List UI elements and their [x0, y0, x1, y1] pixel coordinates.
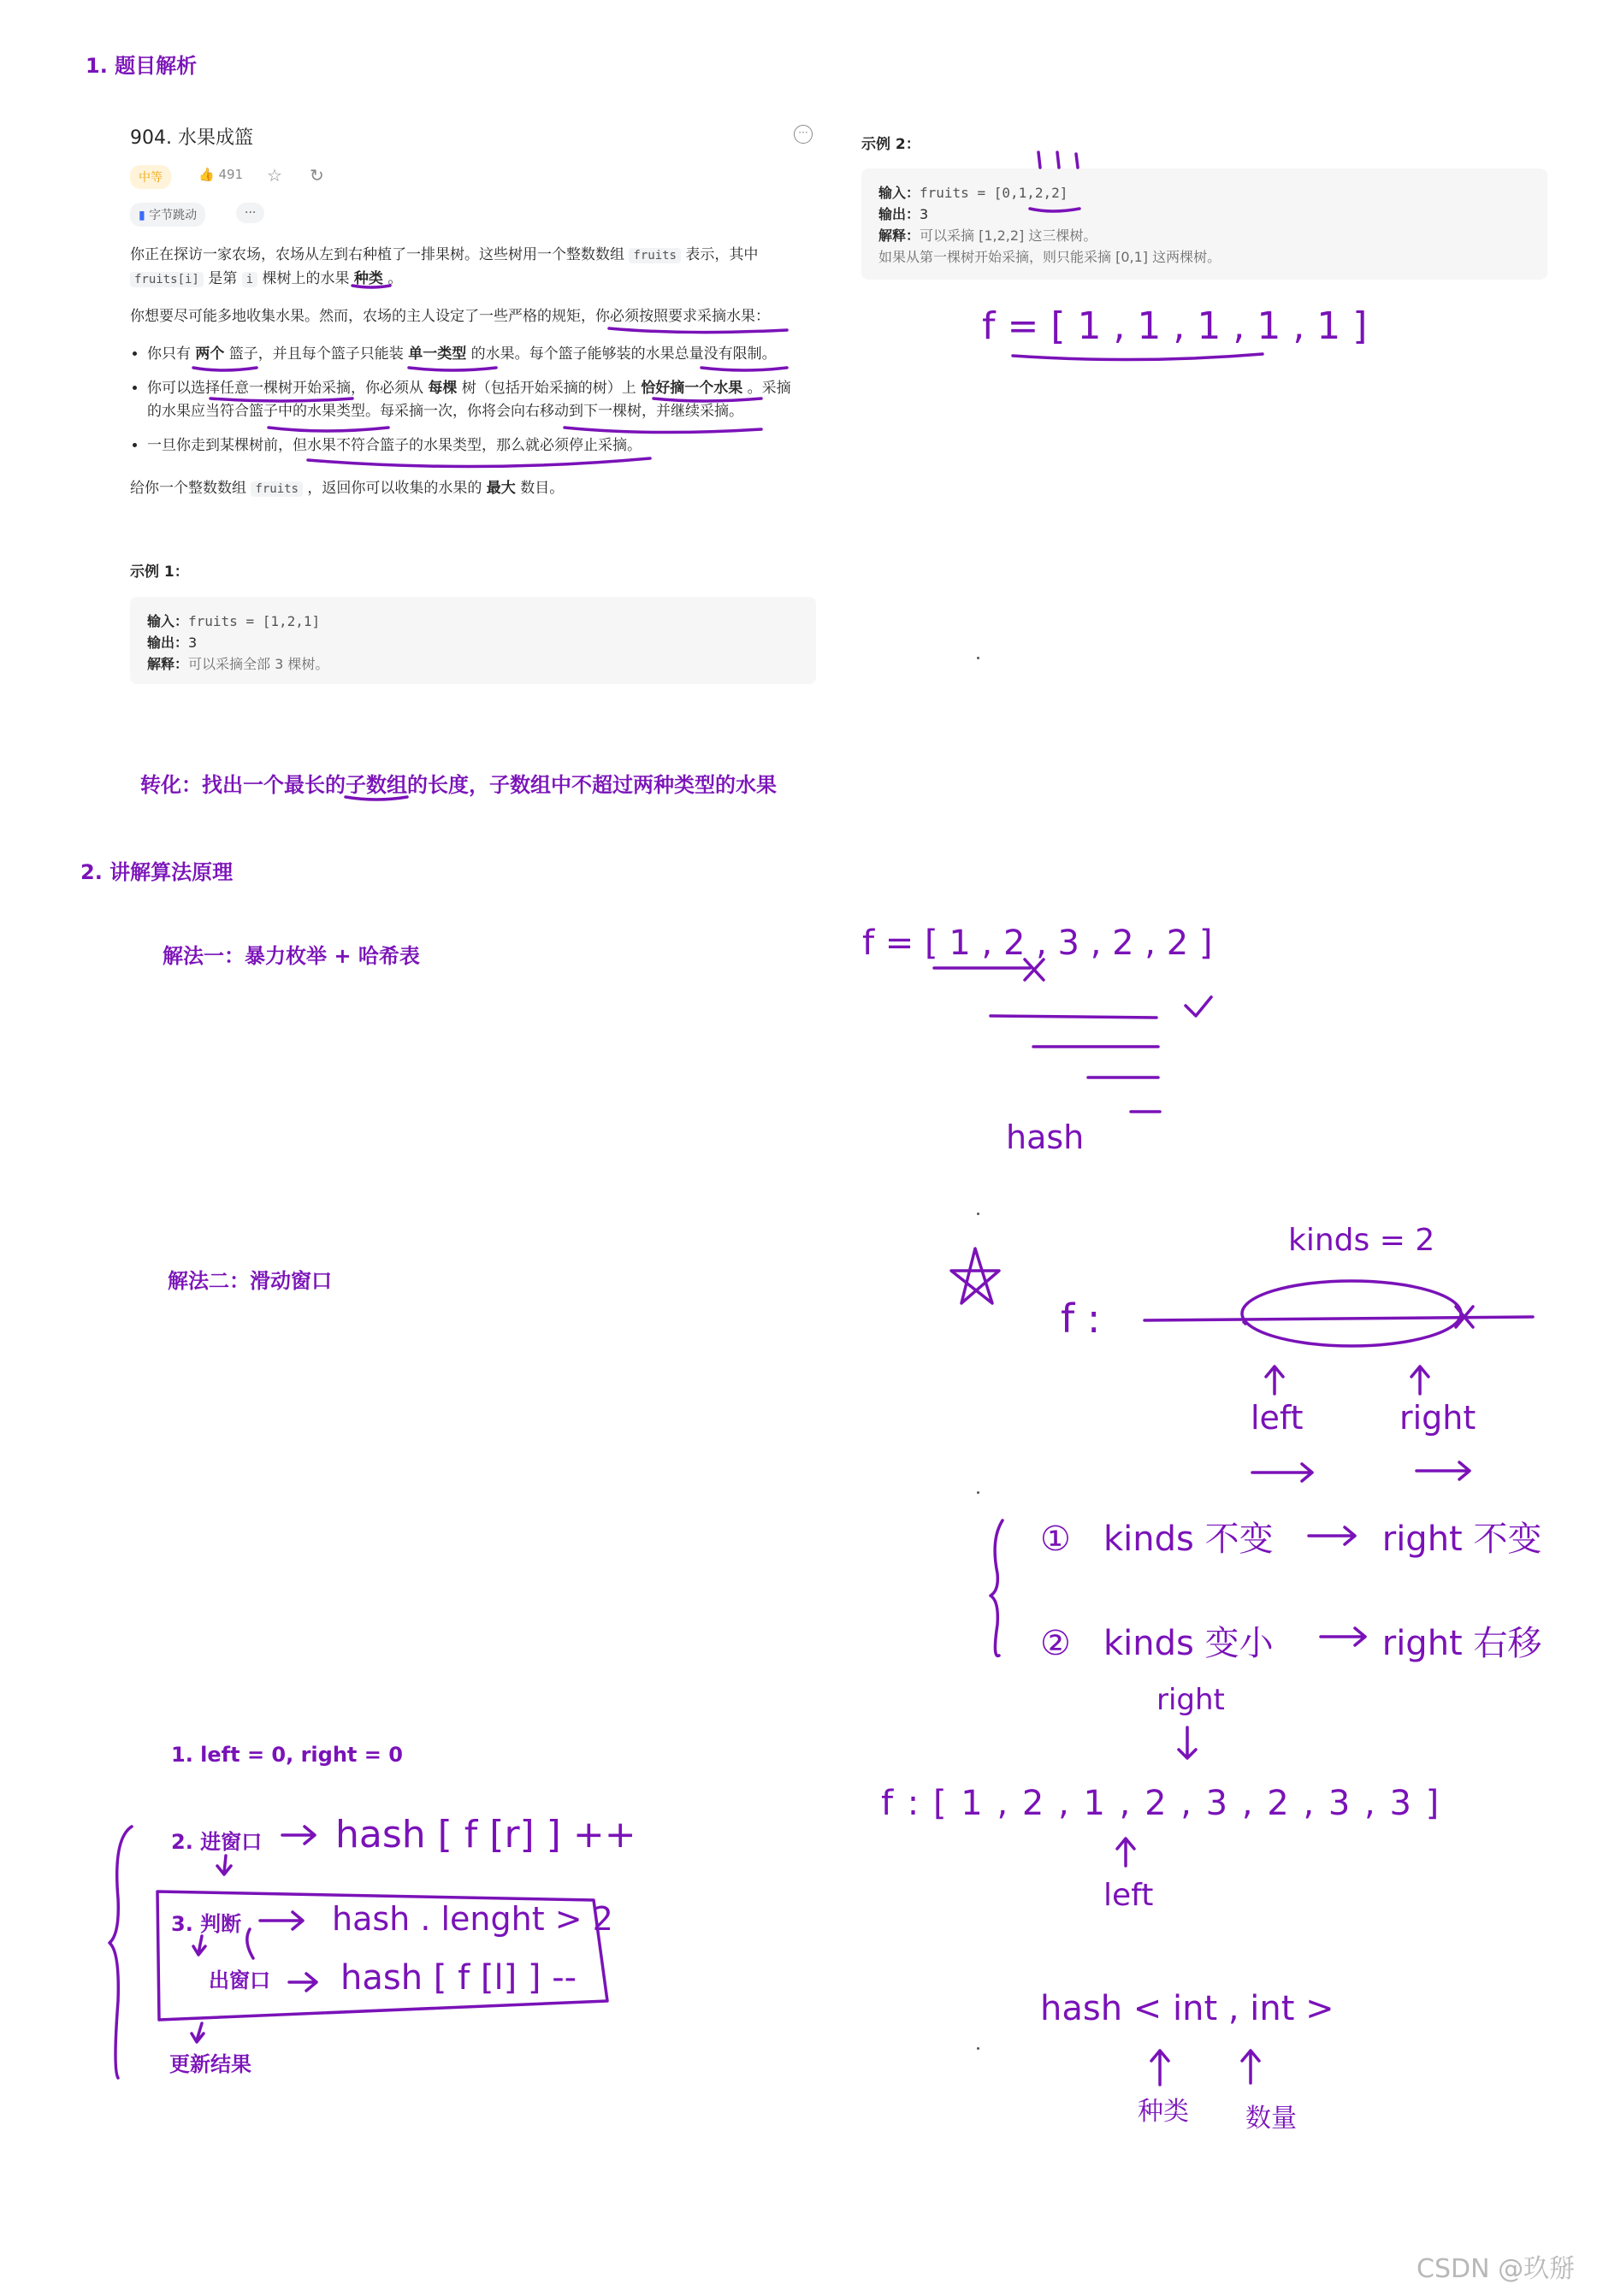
underline-move-right — [565, 428, 761, 433]
arrow-curve-up — [247, 1929, 253, 1958]
arrow-up-kind — [1151, 2051, 1168, 2085]
dot-mark — [977, 2047, 979, 2050]
hw-left-label: left — [1103, 1878, 1154, 1913]
arrow-up-left — [1266, 1366, 1283, 1394]
example-1-label: 示例 1： — [130, 564, 189, 581]
arrow-right-right — [1417, 1462, 1470, 1479]
hw-case1: ① kinds 不变 right 不变 — [1040, 1520, 1542, 1559]
step-2: 2. 进窗口 — [171, 1830, 263, 1854]
problem-description: 你正在探访一家农场，农场从左到右种植了一排果树。这些树用一个整数数组 fruits 表示，其中 fruits[i] 是第 i 棵树上的水果 种类 。 — [130, 246, 759, 287]
difficulty-badge: 中等 — [130, 165, 171, 189]
share-icon[interactable]: ↻ — [310, 165, 324, 186]
company-logo-icon: ▮ — [139, 209, 145, 222]
number-line — [1145, 1317, 1533, 1320]
hw-f-arr2: f = [ 1 , 2 , 3 , 2 , 2 ] — [862, 924, 1213, 963]
case-2-arrow — [1321, 1628, 1365, 1645]
arrow-down-1 — [217, 1856, 231, 1874]
hw-f-colon: f : — [1061, 1296, 1101, 1342]
arrow-right-left — [1252, 1464, 1312, 1481]
underline-any-tree — [210, 398, 352, 401]
underline-subarray — [346, 797, 407, 800]
problem-title[interactable]: 904. 水果成篮 — [130, 127, 253, 149]
arrow-enter — [282, 1827, 315, 1844]
steps-brace — [109, 1827, 132, 2078]
underline-no-limit — [701, 368, 787, 370]
more-tags-button[interactable]: ··· — [236, 203, 264, 223]
hw-count-label: 数量 — [1245, 2104, 1297, 2134]
hw-left: left — [1251, 1399, 1304, 1437]
underline-basket-type — [269, 428, 388, 431]
dot-mark — [977, 657, 979, 659]
arrow-up-count — [1242, 2051, 1259, 2083]
rule-1: • 你只有 两个 篮子，并且每个篮子只能装 单一类型 的水果。每个篮子能够装的水果总量没有限制。 — [147, 343, 797, 366]
problem-rules-intro: 你想要尽可能多地收集水果。然而，农场的主人设定了一些严格的规矩，你必须按照要求采摘水果： — [130, 308, 770, 325]
dot-mark — [977, 1213, 979, 1215]
arrow-up-left-2 — [1117, 1839, 1134, 1866]
hw-exit-hash: hash [ f [l] ] -- — [340, 1958, 577, 1998]
step-3: 3. 判断 — [171, 1912, 242, 1936]
arrow-down-3 — [192, 2023, 204, 2042]
rule-2: • 你可以选择任意一棵树开始采摘，你必须从 每棵 树（包括开始采摘的树）上 恰好摘一个水果 。采摘的水果应当符合篮子中的水果类型。每采摘一次，你将会向右移动到下一棵树，并继续采摘。 — [147, 377, 797, 423]
example-2-label: 示例 2： — [861, 136, 920, 153]
arrow-up-right — [1411, 1366, 1428, 1394]
hw-judge-hash: hash . lenght > 2 — [332, 1900, 613, 1938]
method-1-title: 解法一：暴力枚举 + 哈希表 — [163, 944, 420, 968]
example-1-box: 输入：fruits = [1,2,1] 输出：3 解释：可以采摘全部 3 棵树。 — [130, 597, 816, 684]
brute-x-mark — [1025, 959, 1044, 980]
arrow-exit — [289, 1974, 316, 1991]
step-3-exit: 出窗口 — [209, 1968, 270, 1992]
rule-3: • 一旦你走到某棵树前，但水果不符合篮子的水果类型，那么就必须停止采摘。 — [147, 434, 797, 457]
hw-case2: ② kinds 变小 right 右移 — [1040, 1624, 1542, 1663]
step-4: 更新结果 — [169, 2052, 251, 2076]
tick-marks-ex2 — [1038, 152, 1078, 168]
arrow-down-2 — [193, 1936, 205, 1955]
section-title-2: 2. 讲解算法原理 — [80, 860, 234, 884]
underline-rule-intro — [609, 328, 787, 333]
like-count: 491 — [218, 167, 244, 182]
underline-species — [352, 286, 390, 287]
case-1-arrow — [1309, 1527, 1355, 1544]
window-ellipse — [1242, 1281, 1461, 1346]
hw-hash: hash — [1006, 1118, 1085, 1156]
arrow-down-right — [1179, 1727, 1196, 1758]
star-icon — [951, 1248, 999, 1303]
underline-ex2 — [1030, 209, 1079, 211]
problem-question: 给你一个整数数组 fruits ，返回你可以收集的水果的 最大 数目。 — [130, 480, 565, 497]
watermark: CSDN @玖掰 — [1417, 2254, 1576, 2284]
brute-check-mark — [1186, 997, 1211, 1016]
underline-two-baskets — [193, 368, 257, 370]
dot-mark — [977, 1491, 979, 1494]
cases-brace — [991, 1520, 1003, 1656]
thumbs-up-icon: 👍 — [198, 167, 215, 182]
more-options-icon[interactable]: ··· — [794, 125, 813, 144]
hw-kinds2: kinds = 2 — [1288, 1223, 1435, 1258]
star-icon[interactable]: ☆ — [267, 165, 282, 186]
underline-exactly-one — [654, 398, 761, 401]
hw-right-label: right — [1156, 1683, 1225, 1717]
section-title-1: 1. 题目解析 — [86, 54, 198, 78]
arrow-judge — [260, 1912, 303, 1929]
hw-right: right — [1399, 1399, 1476, 1437]
example-2-box: 输入：fruits = [0,1,2,2] 输出：3 解释：可以采摘 [1,2,2] 这三棵树。 如果从第一棵树开始采摘，则只能采摘 [0,1] 这两棵树。 — [861, 168, 1547, 280]
hw-f-ones: f = [ 1 , 1 , 1 , 1 , 1 ] — [982, 304, 1368, 348]
brute-line-2 — [991, 1016, 1156, 1018]
hw-enter-hash: hash [ f [r] ] ++ — [335, 1813, 636, 1856]
underline-single-type — [409, 368, 496, 370]
hw-hash-map: hash < int , int > — [1040, 1989, 1334, 2028]
company-name: 字节跳动 — [149, 209, 198, 222]
hw-kind-label: 种类 — [1138, 2097, 1189, 2127]
hw-f-arr3: f : [ 1 , 2 , 1 , 2 , 3 , 2 , 3 , 3 ] — [881, 1784, 1441, 1823]
conversion-note: 转化：找出一个最长的子数组的长度，子数组中不超过两种类型的水果 — [140, 773, 777, 797]
window-left-dot — [1244, 1322, 1245, 1324]
step-1: 1. left = 0, right = 0 — [171, 1743, 403, 1767]
judge-box — [157, 1892, 607, 2020]
method-2-title: 解法二：滑动窗口 — [168, 1269, 332, 1293]
underline-f-ones — [1013, 354, 1263, 360]
underline-stop — [308, 458, 650, 467]
